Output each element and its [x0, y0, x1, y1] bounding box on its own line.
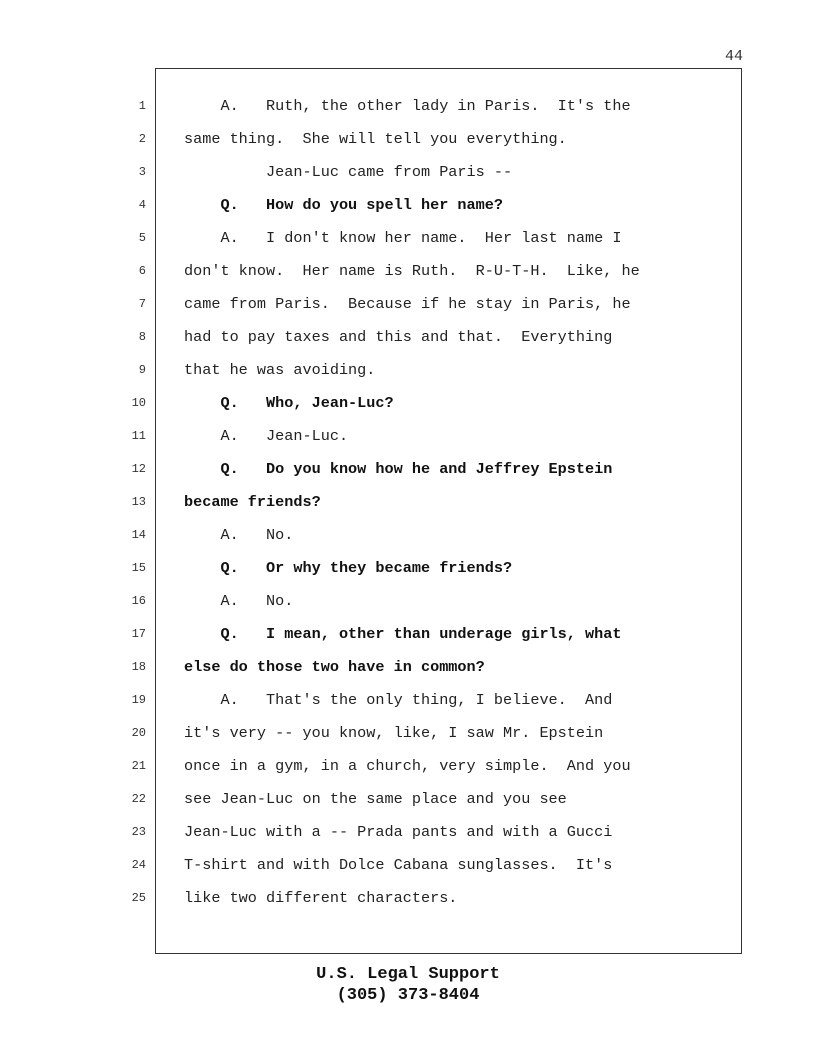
- line-number: 8: [138, 330, 146, 344]
- question-line: else do those two have in common?: [184, 658, 485, 676]
- line-number: 5: [138, 231, 146, 245]
- footer-company: U.S. Legal Support: [316, 965, 500, 984]
- transcript-line: A. That's the only thing, I believe. And: [184, 691, 613, 709]
- line-number: 7: [138, 297, 146, 311]
- line-number: 1: [138, 99, 146, 113]
- line-number: 22: [131, 792, 146, 806]
- question-line: Q. I mean, other than underage girls, what: [184, 625, 622, 643]
- line-number: 21: [131, 759, 146, 773]
- transcript-line: it's very -- you know, like, I saw Mr. Epstein: [184, 724, 604, 742]
- line-number: 19: [131, 693, 146, 707]
- transcript-line: A. Ruth, the other lady in Paris. It's the: [184, 97, 631, 115]
- line-number: 15: [131, 561, 146, 575]
- question-line: Q. Who, Jean-Luc?: [184, 394, 394, 412]
- transcript-line: had to pay taxes and this and that. Everything: [184, 328, 613, 346]
- line-number: 4: [138, 198, 146, 212]
- line-number: 12: [131, 462, 146, 476]
- line-number: 11: [131, 429, 146, 443]
- line-number: 6: [138, 264, 146, 278]
- transcript-line: see Jean-Luc on the same place and you see: [184, 790, 567, 808]
- question-line: Q. Or why they became friends?: [184, 559, 513, 577]
- line-number: 16: [131, 594, 146, 608]
- line-number: 3: [138, 165, 146, 179]
- line-number: 17: [131, 627, 146, 641]
- question-line: Q. How do you spell her name?: [184, 196, 503, 214]
- transcript-line: A. No.: [184, 526, 294, 544]
- transcript-line: Jean-Luc came from Paris --: [184, 163, 513, 181]
- transcript-line: T-shirt and with Dolce Cabana sunglasses. It's: [184, 856, 613, 874]
- page-number: 44: [724, 48, 743, 65]
- line-number: 13: [131, 495, 146, 509]
- line-number: 10: [131, 396, 146, 410]
- line-number: 18: [131, 660, 146, 674]
- line-number: 14: [131, 528, 146, 542]
- transcript-line: don't know. Her name is Ruth. R-U-T-H. Like, he: [184, 262, 640, 280]
- line-number: 25: [131, 891, 146, 905]
- line-number: 24: [131, 858, 146, 872]
- line-number: 2: [138, 132, 146, 146]
- question-line: Q. Do you know how he and Jeffrey Epstein: [184, 460, 613, 478]
- footer: [0, 964, 816, 1006]
- transcript-line: once in a gym, in a church, very simple. And you: [184, 757, 631, 775]
- question-line: became friends?: [184, 493, 321, 511]
- transcript-line: Jean-Luc with a -- Prada pants and with a Gucci: [184, 823, 613, 841]
- transcript-line: A. I don't know her name. Her last name I: [184, 229, 622, 247]
- transcript-line: came from Paris. Because if he stay in Paris, he: [184, 295, 631, 313]
- line-number: 9: [138, 363, 146, 377]
- transcript-line: A. Jean-Luc.: [184, 427, 349, 445]
- line-number: 23: [131, 825, 146, 839]
- transcript-line: that he was avoiding.: [184, 361, 376, 379]
- footer-phone: (305) 373-8404: [336, 986, 480, 1005]
- transcript-line: same thing. She will tell you everything.: [184, 130, 567, 148]
- transcript-line: like two different characters.: [184, 889, 458, 907]
- line-number: 20: [131, 726, 146, 740]
- transcript-line: A. No.: [184, 592, 294, 610]
